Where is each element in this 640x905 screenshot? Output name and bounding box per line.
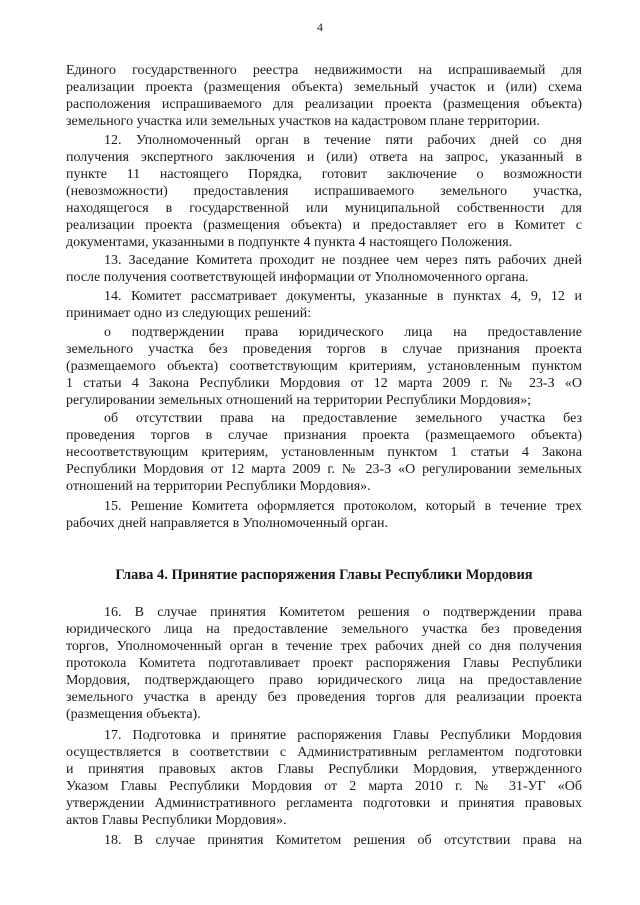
paragraph-14b-line: Республики Мордовия от 12 марта 2009 г. № 23-З «О регулировании земельных: [66, 462, 582, 477]
paragraph-14a-line: земельного участка без проведения торгов в случае признания проекта: [66, 342, 582, 357]
paragraph-15-line: 15. Решение Комитета оформляется протоколом, который в течение трех: [104, 499, 582, 514]
paragraph-14a-line: регулировании земельных отношений на территории Республики Мордовия»;: [66, 393, 532, 408]
chapter-heading: Глава 4. Принятие распоряжения Главы Республики Мордовия: [115, 567, 533, 583]
paragraph-17-line: осуществляется в соответствии с Административным регламентом подготовки: [66, 745, 582, 760]
paragraph-14-line: принимает одно из следующих решений:: [66, 306, 312, 321]
paragraph-17-line: и принятия правовых актов Главы Республики Мордовия, утвержденного: [66, 762, 582, 777]
paragraph-14-line: 14. Комитет рассматривает документы, указанные в пунктах 4, 9, 12 и: [104, 289, 582, 304]
page-number: 4: [317, 20, 323, 34]
paragraph-14b-line: отношений на территории Республики Мордовия».: [66, 479, 371, 494]
paragraph-16-line: 16. В случае принятия Комитетом решения о подтверждении права: [104, 605, 582, 620]
text-line: Единого государственного реестра недвижимости на испрашиваемый для: [66, 63, 582, 78]
paragraph-12-line: 12. Уполномоченный орган в течение пяти рабочих дней со дня: [104, 133, 582, 148]
paragraph-14a-line: (размещаемого объекта) соответствующим критериям, установленным пунктом: [66, 359, 582, 374]
paragraph-16-line: (размещения объекта).: [66, 707, 201, 722]
paragraph-14a-line: о подтверждении права юридического лица на предоставление: [104, 325, 582, 340]
paragraph-12-line: реализации проекта (размещения объекта) и предоставляет его в Комитет с: [66, 218, 582, 233]
paragraph-14b-line: проведения торгов в случае признания проекта (размещаемого объекта): [66, 428, 582, 443]
paragraph-15-line: рабочих дней направляется в Уполномоченный орган.: [66, 516, 388, 531]
paragraph-16-line: Мордовия, подтверждающего право юридического лица на предоставление: [66, 673, 582, 688]
text-line: реализации проекта (размещения объекта) земельный участок и (или) схема: [66, 80, 582, 95]
paragraph-17-line: актов Главы Республики Мордовия».: [66, 813, 287, 828]
paragraph-12-line: (невозможности) предоставления испрашиваемого земельного участка,: [66, 184, 582, 199]
paragraph-12-line: документами, указанными в подпункте 4 пункта 4 настоящего Положения.: [66, 235, 513, 250]
paragraph-12-line: пункте 11 настоящего Порядка, готовит заключение о возможности: [66, 167, 582, 182]
paragraph-16-line: земельного участка в аренду без проведения торгов для реализации проекта: [66, 690, 582, 705]
paragraph-16-line: юридического лица на предоставление земельного участка без проведения: [66, 622, 582, 637]
paragraph-12-line: получения экспертного заключения и (или) ответа на запрос, указанный в: [66, 150, 582, 165]
paragraph-18-line: 18. В случае принятия Комитетом решения об отсутствии права на: [104, 833, 582, 848]
paragraph-13-line: 13. Заседание Комитета проходит не позднее чем через пять рабочих дней: [104, 253, 582, 268]
paragraph-17-line: утверждении Административного регламента подготовки и принятия правовых: [66, 796, 582, 811]
paragraph-14b-line: несоответствующим критериям, установленным пунктом 1 статьи 4 Закона: [66, 445, 582, 460]
text-line: земельного участка или земельных участков на кадастровом плане территории.: [66, 114, 540, 129]
paragraph-16-line: протокола Комитета подготавливает проект распоряжения Главы Республики: [66, 656, 582, 671]
paragraph-14b-line: об отсутствии права на предоставление земельного участка без: [104, 411, 582, 426]
paragraph-17-line: 17. Подготовка и принятие распоряжения Главы Республики Мордовия: [104, 728, 582, 743]
paragraph-16-line: торгов, Уполномоченный орган в течение трех рабочих дней со дня получения: [66, 639, 582, 654]
paragraph-12-line: находящегося в государственной или муниципальной собственности для: [66, 201, 582, 216]
paragraph-13-line: после получения соответствующей информации от Уполномоченного органа.: [66, 270, 529, 285]
text-line: расположения испрашиваемого для реализации проекта (размещения объекта): [66, 97, 582, 112]
paragraph-17-line: Указом Главы Республики Мордовия от 2 марта 2010 г. № 31-УГ «Об: [66, 779, 582, 794]
paragraph-14a-line: 1 статьи 4 Закона Республики Мордовия от 12 марта 2009 г. № 23-З «О: [66, 376, 582, 391]
